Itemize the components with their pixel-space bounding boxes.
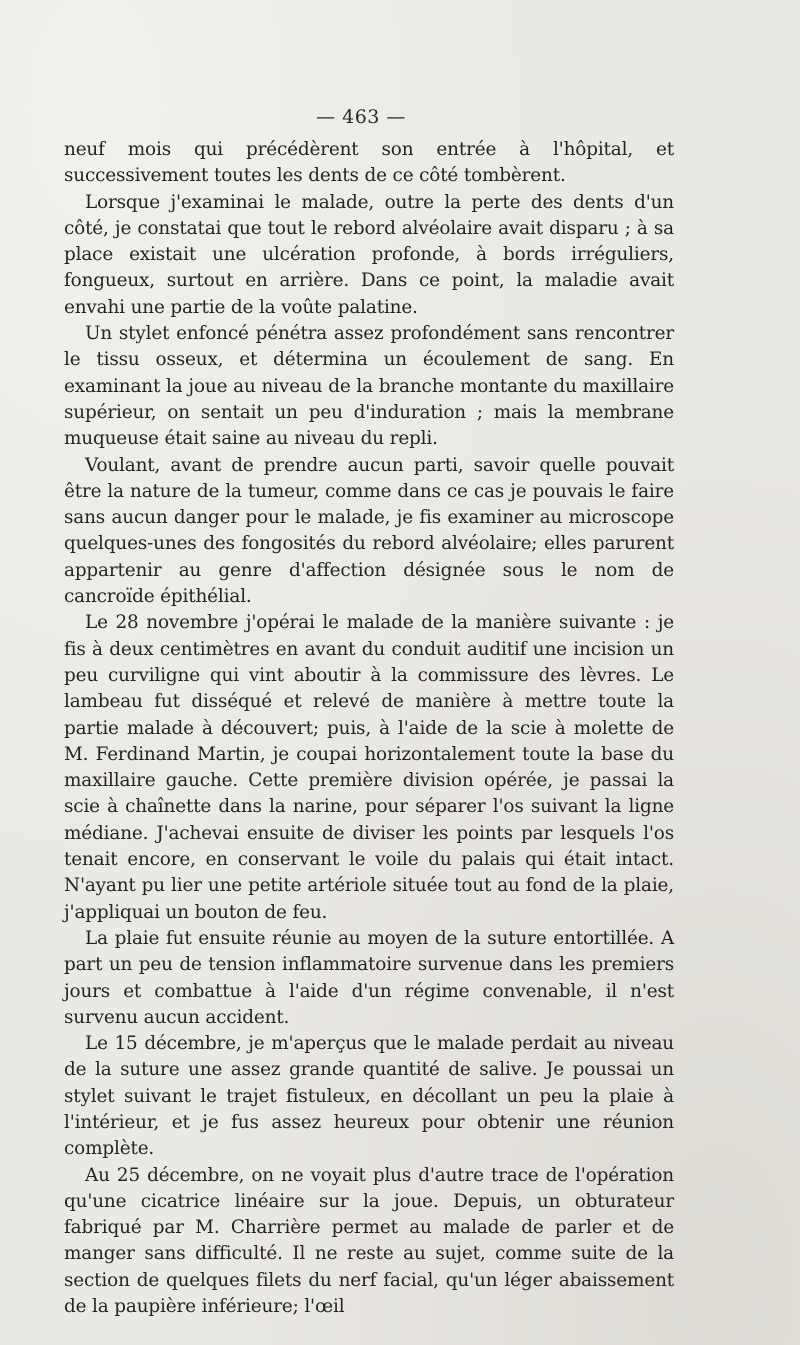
paragraph: Voulant, avant de prendre aucun parti, savoir quelle pouvait être la nature de la tumeur, comme dans ce cas je pouvais le faire sans aucun danger pour le malade, je fis examiner au microscope quelques-unes des fongosités du rebord alvéolaire; elles parurent appartenir au genre d'affection désignée sous le nom de cancroïde épithélial. [64,454,674,608]
paragraph: Le 28 novembre j'opérai le malade de la manière suivante : je fis à deux centimètres en avant du conduit auditif une incision un peu curviligne qui vint aboutir à la commissure des lèvres. Le lambeau fut disséqué et relevé de manière à mettre toute la partie malade à découvert; puis, à l'aide de la scie à molette de M. Ferdinand Martin, je coupai horizontalement toute la base du maxillaire gauche. Cette première division opérée, je passai la scie à chaînette dans la narine, pour séparer l'os suivant la ligne médiane. J'achevai ensuite de diviser les points par lesquels l'os tenait encore, en conservant le voile du palais qui était intact. N'ayant pu lier une petite artériole située tout au fond de la plaie, j'appliquai un bouton de feu. [64,612,674,923]
paragraph: neuf mois qui précédèrent son entrée à l'hôpital, et successivement toutes les dents de ce côté tombèrent. [64,139,674,187]
paragraph: Au 25 décembre, on ne voyait plus d'autre trace de l'opération qu'une cicatrice linéaire sur la joue. Depuis, un obturateur fabriqué par M. Charrière permet au malade de parler et de manger sans difficulté. Il ne reste au sujet, comme suite de la section de quelques filets du nerf facial, qu'un léger abaissement de la paupière inférieure; l'œil [64,1164,674,1318]
page-number: — 463 — [316,106,406,128]
paragraph: Le 15 décembre, je m'aperçus que le malade perdait au niveau de la suture une assez grande quantité de salive. Je poussai un stylet suivant le trajet fistuleux, en décollant un peu la plaie à l'intérieur, et je fus assez heureux pour obtenir une réunion complète. [64,1033,674,1160]
paragraph: Lorsque j'examinai le malade, outre la perte des dents d'un côté, je constatai que tout le rebord alvéolaire avait disparu ; à sa place existait une ulcération profonde, à bords irréguliers, fongueux, surtout en arrière. Dans ce point, la maladie avait envahi une partie de la voûte palatine. [64,191,674,318]
page-body [64,137,674,1320]
paragraph: Un stylet enfoncé pénétra assez profondément sans rencontrer le tissu osseux, et détermina un écoulement de sang. En examinant la joue au niveau de la branche montante du maxillaire supérieur, on sentait un peu d'induration ; mais la membrane muqueuse était saine au niveau du repli. [64,323,674,450]
paragraph: La plaie fut ensuite réunie au moyen de la suture entortillée. A part un peu de tension inflammatoire survenue dans les premiers jours et combattue à l'aide d'un régime convenable, il n'est survenu aucun accident. [64,927,674,1028]
